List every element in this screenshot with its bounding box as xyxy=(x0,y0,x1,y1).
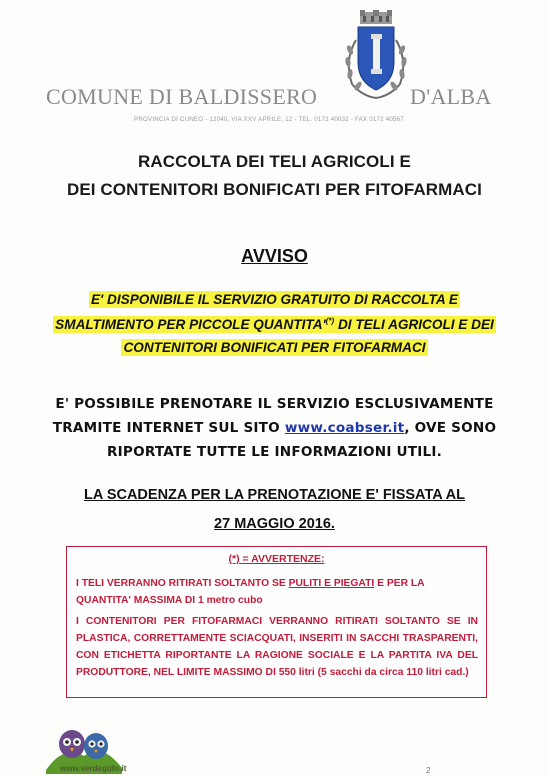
warning-p1-a: I TELI VERRANNO RITIRATI SOLTANTO SE xyxy=(76,578,289,589)
info-line-2a: TRAMITE INTERNET SUL SITO xyxy=(52,420,285,436)
avviso-heading: AVVISO xyxy=(241,246,308,266)
highlight-text-2 xyxy=(53,316,496,333)
asterisk-note-mark: (*) xyxy=(325,316,335,325)
comune-crest-icon xyxy=(338,10,414,102)
highlight-text-2a: SMALTIMENTO PER PICCOLE QUANTITA' xyxy=(55,316,326,332)
highlight-text-1: E' DISPONIBILE IL SERVIZIO GRATUITO DI RACCOLTA E xyxy=(90,292,458,307)
title-line-2: DEI CONTENITORI BONIFICATI PER FITOFARMACI xyxy=(66,180,483,199)
warning-paragraph-contenitori: I CONTENITORI PER FITOFARMACI VERRANNO RITIRATI SOLTANTO SE IN PLASTICA, CORRETTAMENTE SCIACQUATI, INSERITI IN SACCHI TRASPARENTI, CON ETICHETTA RIPORTANTE LA RAGIONE SOCIALE E LA PARTITA IVA DEL PRODUTTORE, NEL LIMITE MASSIMO DI 550 litri (5 sacchi da circa 110 litri cad.) xyxy=(76,616,478,678)
comune-address: PROVINCIA DI CUNEO - 12040, VIA XXV APRILE, 12 - TEL. 0172 40032 - FAX 0172 40567 xyxy=(134,116,404,123)
warning-p1-b: E PER LA QUANTITA' MASSIMA DI 1 metro cubo xyxy=(76,578,425,606)
deadline-line-1: LA SCADENZA PER LA PRENOTAZIONE E' FISSATA AL xyxy=(84,487,465,503)
info-line-2 xyxy=(0,420,549,436)
highlight-line-1 xyxy=(0,292,549,307)
warning-p1-underlined: PULITI E PIEGATI xyxy=(288,578,375,589)
info-line-1: E' POSSIBILE PRENOTARE IL SERVIZIO ESCLUSIVAMENTE xyxy=(55,396,494,412)
highlight-text-3: CONTENITORI BONIFICATI PER FITOFARMACI xyxy=(123,340,426,355)
highlight-line-2 xyxy=(0,316,549,332)
warning-box xyxy=(66,546,487,698)
deadline-date: 27 MAGGIO 2016. xyxy=(214,516,335,532)
comune-name-suffix: D'ALBA xyxy=(410,84,492,109)
comune-name-main: COMUNE DI BALDISSERO xyxy=(46,84,318,109)
warning-paragraph-teli xyxy=(76,575,478,609)
title-line-1: RACCOLTA DEI TELI AGRICOLI E xyxy=(138,152,411,171)
coabser-website-link[interactable]: www.coabser.it xyxy=(284,420,405,436)
info-line-2b: , OVE SONO xyxy=(404,420,497,436)
highlight-text-2b: DI TELI AGRICOLI E DEI xyxy=(334,316,494,332)
highlight-line-3 xyxy=(0,340,549,355)
comune-name xyxy=(46,84,492,110)
info-line-3: RIPORTATE TUTTE LE INFORMAZIONI UTILI. xyxy=(106,444,443,460)
page-mark: 2 xyxy=(426,766,431,775)
verdegufo-url: www.verdegufo.it xyxy=(60,764,127,773)
warning-title: (*) = AVVERTENZE: xyxy=(228,553,325,565)
